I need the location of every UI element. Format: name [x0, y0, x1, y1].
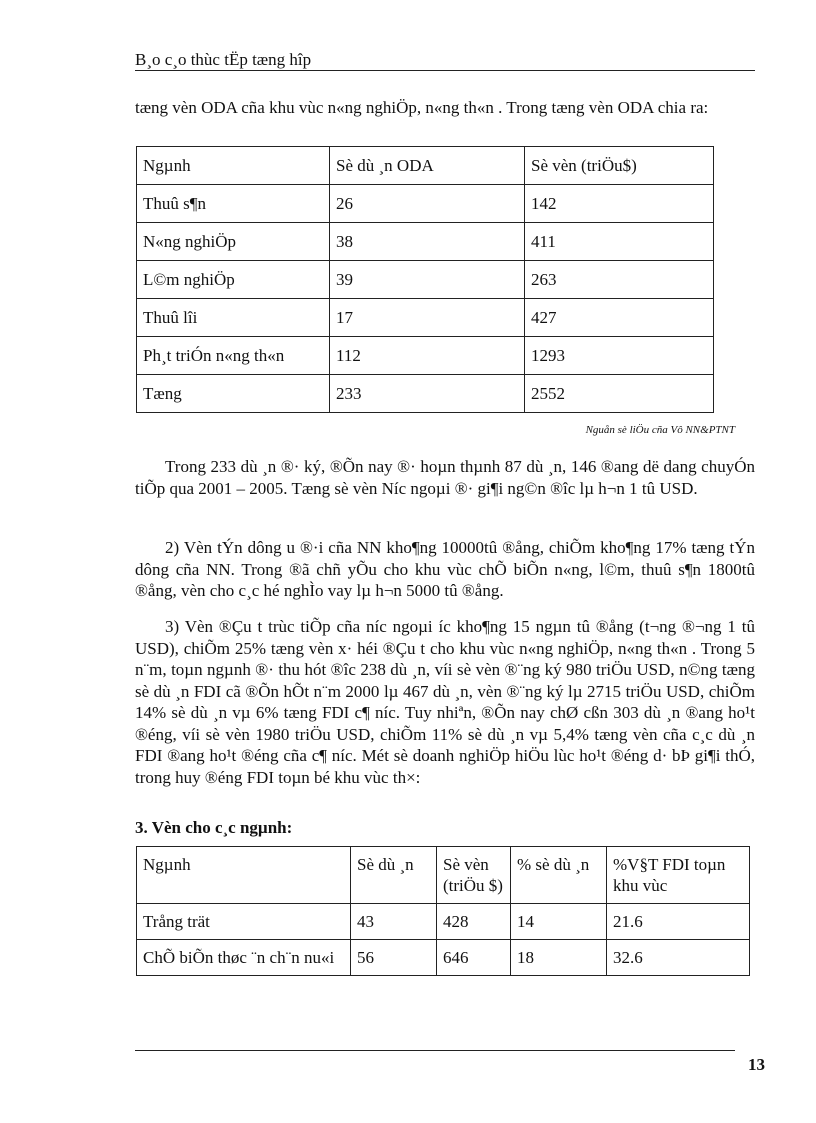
- paragraph-3: 3) Vèn ®Çu t trùc tiÕp cña níc ngoµi íc kho¶ng 15 ngµn tû ®ång (t¬ng ®¬ng 1 tû USD), chiÕm 25% tæng vèn x· héi ®Çu t cho khu vùc n«ng nghiÖp, n«ng th«n . Trong 5 n¨m, toµn ngµnh ®· thu hót ®îc 238 dù ¸n, víi sè vèn ®¨ng ký 980 triÖu USD, n©ng tæng sè dù ¸n FDI cã ®Õn hÕt n¨m 2000 lµ 467 dù ¸n, vèn ®¨ng ký lµ 2715 triÖu USD, chiÕm 14% sè dù ¸n vµ 6% tæng FDI c¶ níc. Tuy nhiªn, ®Õn nay chØ cßn 303 dù ¸n ®ang ho¹t ®éng, víi sè vèn 1980 triÖu USD, chiÕm 11% sè dù ¸n vµ 5,4% tæng vèn cña c¸c dù ¸n FDI ®ang ho¹t ®éng cña c¶ níc. Mét sè doanh nghiÖp hiÖu lùc ho¹t ®éng d· bÞ gi¶i thÓ, trong huy ®éng FDI toµn bé khu vùc th×:: [135, 617, 755, 787]
- table-cell: Tæng: [137, 375, 330, 413]
- page-header-title: B¸o c¸o thùc tËp tæng hîp: [135, 50, 312, 69]
- table-row: [137, 261, 714, 299]
- table-cell: 142: [525, 185, 714, 223]
- table-row: [137, 375, 714, 413]
- table-cell: 112: [330, 337, 525, 375]
- table-header-cell: Sè dù ¸n ODA: [330, 147, 525, 185]
- table-cell: 21.6: [607, 904, 750, 940]
- table-row: [137, 299, 714, 337]
- table-cell: 17: [330, 299, 525, 337]
- table-cell: 428: [437, 904, 511, 940]
- paragraph-1: Trong 233 dù ¸n ®· ký, ®Õn nay ®· hoµn thµnh 87 dù ¸n, 146 ®ang dë dang chuyÓn tiÕp qua 2001 – 2005. Tæng sè vèn Níc ngoµi ®· gi¶i ng©n ®îc lµ h¬n 1 tû USD.: [135, 457, 755, 498]
- table-header-cell: Sè vèn (triÖu$): [525, 147, 714, 185]
- table-cell: 1293: [525, 337, 714, 375]
- table-cell: 233: [330, 375, 525, 413]
- table-row: [137, 904, 750, 940]
- header-divider: [135, 70, 755, 71]
- table-row: [137, 185, 714, 223]
- table-cell: 263: [525, 261, 714, 299]
- table-cell: 38: [330, 223, 525, 261]
- table-cell: Trång trät: [137, 904, 351, 940]
- intro-paragraph: tæng vèn ODA cña khu vùc n«ng nghiÖp, n«ng th«n . Trong tæng vèn ODA chia ra:: [135, 98, 709, 117]
- table-header-cell: % sè dù ¸n: [511, 847, 607, 904]
- table-cell: N«ng nghiÖp: [137, 223, 330, 261]
- table-row: [137, 940, 750, 976]
- table-header-cell: Sè vèn (triÖu $): [437, 847, 511, 904]
- table-header-cell: Ngµnh: [137, 147, 330, 185]
- table-cell: 26: [330, 185, 525, 223]
- table-row: [137, 337, 714, 375]
- table-cell: 646: [437, 940, 511, 976]
- table-cell: 2552: [525, 375, 714, 413]
- footer-divider: [135, 1050, 735, 1051]
- oda-table: [136, 146, 714, 413]
- source-note: Nguån sè liÖu cña Vô NN&PTNT: [585, 424, 735, 436]
- table-header-cell: %V§T FDI toµn khu vùc: [607, 847, 750, 904]
- table-header-row: [137, 147, 714, 185]
- table-row: [137, 223, 714, 261]
- table-cell: L©m nghiÖp: [137, 261, 330, 299]
- table-cell: Thuû s¶n: [137, 185, 330, 223]
- page-number: 13: [748, 1055, 765, 1074]
- table-cell: 32.6: [607, 940, 750, 976]
- table-cell: 43: [351, 904, 437, 940]
- paragraph-2: 2) Vèn tÝn dông u ®·i cña NN kho¶ng 10000tû ®ång, chiÕm kho¶ng 17% tæng tÝn dông cña NN. Trong ®ã chñ yÕu cho khu vùc chÕ biÕn n«ng, l©m, thuû s¶n 1800tû ®ång, vèn cho c¸c hé nghÌo vay lµ h¬n 5000 tû ®ång.: [135, 538, 755, 600]
- table-cell: 39: [330, 261, 525, 299]
- table-cell: 427: [525, 299, 714, 337]
- section-title: 3. Vèn cho c¸c ngµnh:: [135, 818, 293, 837]
- table-cell: 18: [511, 940, 607, 976]
- sector-table: [136, 846, 750, 976]
- table-cell: Ph¸t triÓn n«ng th«n: [137, 337, 330, 375]
- table-header-cell: Sè dù ¸n: [351, 847, 437, 904]
- table-cell: ChÕ biÕn thøc ¨n ch¨n nu«i: [137, 940, 351, 976]
- table-header-row: [137, 847, 750, 904]
- table-cell: 56: [351, 940, 437, 976]
- table-cell: Thuû lîi: [137, 299, 330, 337]
- table-cell: 411: [525, 223, 714, 261]
- table-cell: 14: [511, 904, 607, 940]
- table-header-cell: Ngµnh: [137, 847, 351, 904]
